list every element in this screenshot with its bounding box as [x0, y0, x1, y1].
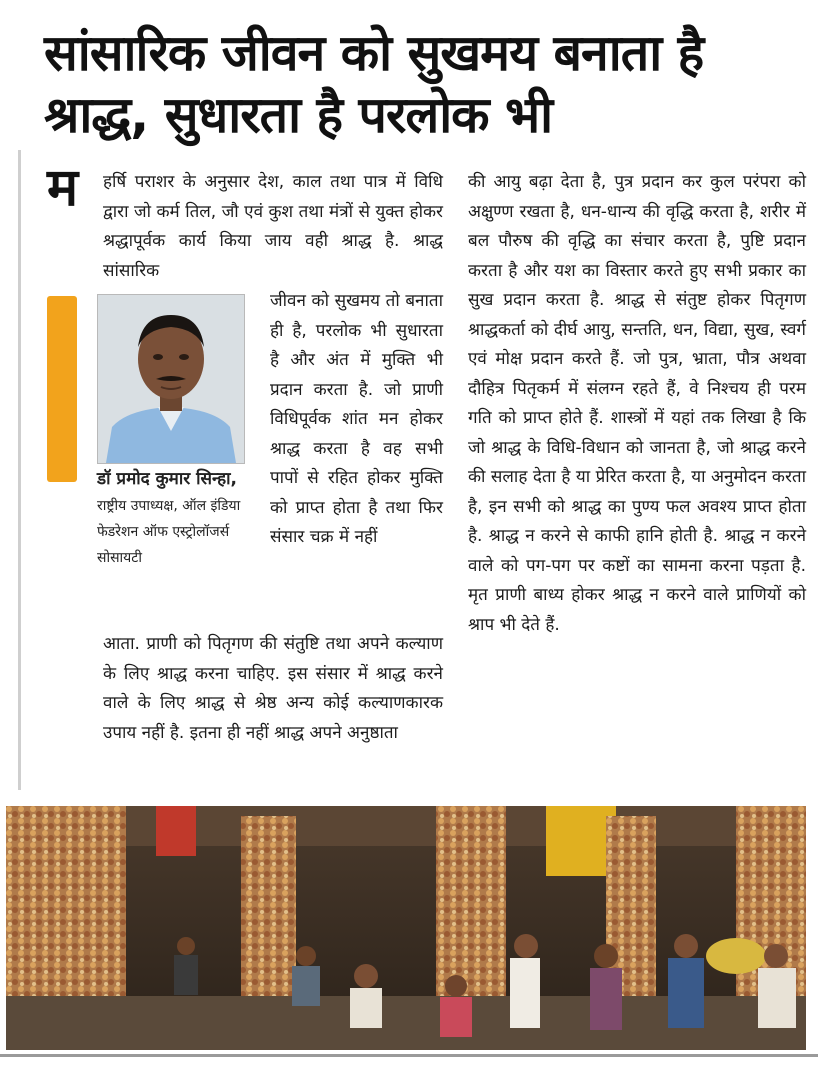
author-name: डॉ प्रमोद कुमार सिन्हा, [97, 469, 237, 489]
author-photo [97, 294, 245, 464]
accent-bar [47, 296, 77, 482]
headline-line-2: श्राद्ध, सुधारता है परलोक भी [44, 86, 553, 144]
article-tail-text: आता. प्राणी को पितृगण की संतुष्टि तथा अपने कल्याण के लिए श्राद्ध करना चाहिए. इस संसार में श्राद्ध करने वाले के लिए श्राद्ध से श्रेष्ठ अन्य कोई कल्याणकारक उपाय नहीं है. इतना ही नहीं श्राद्ध अपने अनुष्ठाता [103, 634, 443, 743]
column-rule [18, 150, 21, 790]
author-designation: राष्ट्रीय उपाध्यक्ष, ऑल इंडिया फेडरेशन ऑफ एस्ट्रोलॉजर्स सोसायटी [97, 498, 241, 566]
article-tail [103, 630, 443, 748]
author-byline [97, 466, 257, 571]
page-bottom-rule [0, 1054, 818, 1057]
article-right-column [468, 168, 806, 640]
author-portrait-image [98, 295, 244, 463]
temple-ritual-photo [6, 806, 806, 1050]
headline [44, 22, 804, 146]
article-wrap-column [270, 287, 443, 553]
drop-cap: म [47, 158, 79, 218]
article-wrap-text: जीवन को सुखमय तो बनाता ही है, परलोक भी सुधारता है और अंत में मुक्ति भी प्रदान करता है. जो प्राणी विधिपूर्वक शांत मन होकर श्राद्ध करता है वह सभी पापों से रहित होकर मुक्ति को प्राप्त होता है तथा फिर संसार चक्र में नहीं [270, 291, 443, 547]
article-intro [103, 168, 443, 286]
article-intro-text: हर्षि पराशर के अनुसार देश, काल तथा पात्र में विधि द्वारा जो कर्म तिल, जौ एवं कुश तथा मंत्रों से युक्त होकर श्रद्धापूर्वक कार्य किया जाय वही श्राद्ध है. श्राद्ध सांसारिक [103, 172, 443, 281]
article-right-text: की आयु बढ़ा देता है, पुत्र प्रदान कर कुल परंपरा को अक्षुण्ण रखता है, धन-धान्य की वृद्धि करता है, शरीर में बल पौरुष की वृद्धि का संचार करता है, पुष्टि प्रदान करता है और यश का विस्तार करते हुए सभी प्रकार का सुख प्रदान करता है. श्राद्ध से संतुष्ट होकर पितृगण श्राद्धकर्ता को दीर्घ आयु, सन्तति, धन, विद्या, सुख, स्वर्ग एवं मोक्ष प्रदान करते हैं. जो पुत्र, भ्राता, पौत्र अथवा दौहित्र पितृकर्म में संलग्न रहते हैं, वे निश्चय ही परम गति को प्राप्त होते हैं. शास्त्रों में यहां तक लिखा है कि जो श्राद्ध के विधि-विधान को जानता है, जो श्राद्ध करने की सलाह देता है या प्रेरित करता है, या अनुमोदन करता है, इन सभी को श्राद्ध का पुण्य फल अवश्य प्राप्त होता है. श्राद्ध न करने से काफी हानि होती है. श्राद्ध न करने वाले को पग-पग पर कष्टों का सामना करना पड़ता है. मृत प्राणी बाध्य होकर श्राद्ध न करने वाले प्राणियों को श्राप भी देते हैं. [468, 172, 806, 635]
headline-line-1: सांसारिक जीवन को सुखमय बनाता है [44, 24, 704, 82]
temple-scene-image [6, 806, 806, 1050]
